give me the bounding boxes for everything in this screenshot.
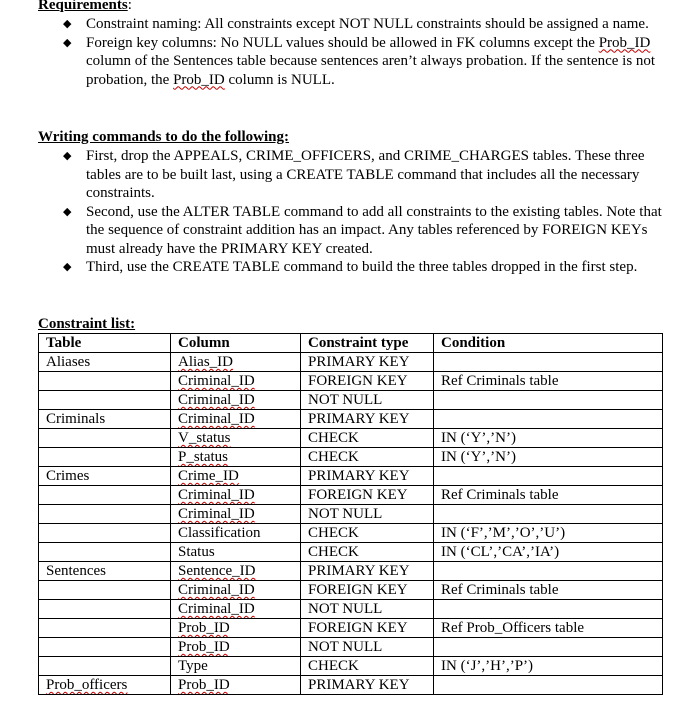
requirement-text: Foreign key columns: No NULL values should be allowed in FK columns except the: [86, 34, 599, 51]
table-header-row: [39, 334, 663, 353]
cell-constraint-type-text: FOREIGN KEY: [308, 582, 408, 598]
table-row: [39, 638, 663, 657]
cell-column-text: P_status: [178, 449, 229, 465]
cell-condition: [434, 657, 663, 676]
cell-condition: [434, 543, 663, 562]
diamond-bullet-icon: ◆: [63, 18, 72, 30]
table-row: [39, 467, 663, 486]
cell-table: [39, 657, 171, 676]
cell-column-text: Alias_ID: [178, 354, 233, 370]
constraint-list-title: Constraint list:: [38, 316, 136, 332]
cell-column-text: Classification: [178, 525, 261, 541]
cell-constraint-type-text: NOT NULL: [308, 506, 383, 522]
header-condition: Condition: [434, 334, 663, 353]
cell-column: [171, 372, 301, 391]
cell-condition: [434, 600, 663, 619]
cell-column-text: Type: [178, 658, 208, 674]
cell-condition-text: IN (‘CL’,’CA’,’IA’): [441, 544, 560, 560]
cell-constraint-type-text: CHECK: [308, 658, 359, 674]
requirement-text: Prob_ID: [173, 71, 225, 88]
cell-condition-text: IN (‘Y’,’N’): [441, 430, 516, 446]
cell-column-text: Prob_ID: [178, 677, 230, 693]
cell-table: [39, 524, 171, 543]
cell-constraint-type: [301, 581, 434, 600]
cell-condition-text: Ref Criminals table: [441, 582, 559, 598]
cell-column-text: Criminal_ID: [178, 487, 255, 503]
cell-table: [39, 600, 171, 619]
cell-column-text: Prob_ID: [178, 639, 230, 655]
cell-table-text: Criminals: [46, 411, 106, 427]
cell-constraint-type: [301, 619, 434, 638]
diamond-bullet-icon: ◆: [63, 261, 72, 273]
cell-table: [39, 562, 171, 581]
cell-constraint-type: [301, 353, 434, 372]
requirements-title: [38, 0, 132, 15]
table-row: [39, 505, 663, 524]
requirement-text: column of the Sentences table because sentences aren’t always probation. If the sentence is not probation, the: [86, 53, 656, 88]
cell-condition: [434, 353, 663, 372]
cell-constraint-type: [301, 448, 434, 467]
cell-column: [171, 467, 301, 486]
cell-table: [39, 410, 171, 429]
cell-constraint-type: [301, 410, 434, 429]
cell-column-text: Criminal_ID: [178, 506, 255, 522]
list-item: [0, 34, 692, 90]
cell-table: [39, 505, 171, 524]
cell-column: [171, 505, 301, 524]
cell-constraint-type: [301, 543, 434, 562]
cell-column: [171, 619, 301, 638]
cell-table-text: Sentences: [46, 563, 106, 579]
cell-constraint-type-text: PRIMARY KEY: [308, 354, 410, 370]
requirement-text: Prob_ID: [598, 34, 651, 51]
list-item: [0, 203, 692, 259]
cell-constraint-type-text: NOT NULL: [308, 392, 383, 408]
diamond-bullet-icon: ◆: [63, 36, 72, 49]
cell-column-text: V_status: [178, 430, 231, 446]
cell-condition: [434, 486, 663, 505]
cell-condition-text: IN (‘J’,’H’,’P’): [441, 658, 534, 674]
cell-condition-text: IN (‘Y’,’N’): [441, 449, 516, 465]
cell-constraint-type: [301, 562, 434, 581]
cell-column: [171, 486, 301, 505]
cell-constraint-type-text: CHECK: [308, 525, 359, 541]
list-item: [0, 15, 692, 34]
cell-table-text: Prob_officers: [46, 677, 128, 693]
cell-column-text: Criminal_ID: [178, 373, 255, 389]
table-row: [39, 543, 663, 562]
cell-column: [171, 638, 301, 657]
table-row: [39, 600, 663, 619]
cell-column: [171, 562, 301, 581]
list-item: [0, 258, 692, 277]
cell-condition: [434, 562, 663, 581]
cell-table-text: Crimes: [46, 468, 90, 484]
cell-column-text: Status: [178, 544, 215, 560]
command-text: First, drop the APPEALS, CRIME_OFFICERS, and CRIME_CHARGES tables. These three tables are to be built last, using a CREATE TABLE command that includes all the necessary constraints.: [86, 148, 645, 201]
table-row: [39, 524, 663, 543]
cell-table: [39, 467, 171, 486]
cell-column: [171, 448, 301, 467]
cell-constraint-type-text: NOT NULL: [308, 601, 383, 617]
commands-title: Writing commands to do the following:: [38, 129, 289, 145]
cell-condition: [434, 581, 663, 600]
cell-constraint-type: [301, 486, 434, 505]
cell-condition: [434, 391, 663, 410]
cell-constraint-type: [301, 657, 434, 676]
cell-table: [39, 619, 171, 638]
cell-condition-text: IN (‘F’,’M’,’O’,’U’): [441, 525, 566, 541]
cell-table: [39, 543, 171, 562]
diamond-bullet-icon: ◆: [63, 205, 72, 218]
cell-constraint-type: [301, 524, 434, 543]
cell-condition: [434, 410, 663, 429]
cell-constraint-type: [301, 505, 434, 524]
table-row: [39, 619, 663, 638]
cell-column: [171, 581, 301, 600]
header-table: Table: [39, 334, 171, 353]
command-text: Second, use the ALTER TABLE command to add all constraints to the existing tables. Note that the sequence of constraint addition has an impact. Any tables referenced by FOREIGN KEYs must already have the PRIMARY KEY created.: [86, 203, 662, 257]
cell-condition: [434, 448, 663, 467]
cell-column: [171, 600, 301, 619]
table-row: [39, 581, 663, 600]
table-row: [39, 372, 663, 391]
cell-condition: [434, 638, 663, 657]
table-row: [39, 676, 663, 695]
table-body: [39, 353, 663, 695]
cell-condition-text: Ref Prob_Officers table: [441, 620, 585, 636]
cell-condition: [434, 676, 663, 695]
cell-column-text: Criminal_ID: [178, 392, 255, 408]
cell-table: [39, 581, 171, 600]
cell-table: [39, 486, 171, 505]
cell-column-text: Prob_ID: [178, 620, 230, 636]
cell-column-text: Criminal_ID: [178, 601, 255, 617]
commands-list: [0, 147, 692, 277]
cell-constraint-type-text: FOREIGN KEY: [308, 373, 408, 389]
table-row: [39, 391, 663, 410]
cell-column-text: Criminal_ID: [178, 582, 255, 598]
cell-constraint-type-text: PRIMARY KEY: [308, 677, 410, 693]
cell-constraint-type: [301, 429, 434, 448]
constraint-table: [38, 333, 663, 695]
cell-constraint-type-text: CHECK: [308, 430, 359, 446]
table-row: [39, 410, 663, 429]
cell-table: [39, 391, 171, 410]
table-row: [39, 448, 663, 467]
cell-constraint-type: [301, 467, 434, 486]
cell-column: [171, 676, 301, 695]
requirement-text: column is NULL.: [224, 71, 335, 88]
cell-condition-text: Ref Criminals table: [441, 373, 559, 389]
command-text: Third, use the CREATE TABLE command to build the three tables dropped in the first step.: [86, 259, 638, 275]
requirement-text: Constraint naming: All constraints except NOT NULL constraints should be assigned a name.: [86, 16, 649, 32]
cell-constraint-type-text: PRIMARY KEY: [308, 411, 410, 427]
cell-condition: [434, 429, 663, 448]
cell-constraint-type: [301, 676, 434, 695]
cell-table: [39, 638, 171, 657]
cell-condition: [434, 524, 663, 543]
list-item: [0, 147, 692, 203]
cell-column: [171, 524, 301, 543]
cell-table: [39, 448, 171, 467]
cell-column: [171, 429, 301, 448]
table-row: [39, 486, 663, 505]
cell-table: [39, 372, 171, 391]
table-row: [39, 429, 663, 448]
cell-column: [171, 410, 301, 429]
cell-constraint-type: [301, 372, 434, 391]
cell-condition: [434, 372, 663, 391]
cell-constraint-type: [301, 638, 434, 657]
header-constraint-type: Constraint type: [301, 334, 434, 353]
cell-column: [171, 391, 301, 410]
cell-table: [39, 429, 171, 448]
cell-constraint-type: [301, 391, 434, 410]
cell-condition-text: Ref Criminals table: [441, 487, 559, 503]
cell-constraint-type-text: FOREIGN KEY: [308, 487, 408, 503]
cell-constraint-type-text: PRIMARY KEY: [308, 468, 410, 484]
table-row: [39, 353, 663, 372]
table-row: [39, 657, 663, 676]
header-column: Column: [171, 334, 301, 353]
cell-column: [171, 543, 301, 562]
cell-constraint-type-text: PRIMARY KEY: [308, 563, 410, 579]
cell-constraint-type-text: FOREIGN KEY: [308, 620, 408, 636]
cell-table: [39, 353, 171, 372]
requirements-colon: :: [127, 0, 132, 13]
cell-column-text: Sentence_ID: [178, 563, 256, 579]
requirements-heading: Requirements: [38, 0, 128, 13]
cell-column-text: Crime_ID: [178, 468, 239, 484]
cell-table-text: Aliases: [46, 354, 91, 370]
cell-condition: [434, 505, 663, 524]
cell-column: [171, 657, 301, 676]
cell-constraint-type-text: NOT NULL: [308, 639, 383, 655]
cell-column: [171, 353, 301, 372]
requirements-list: [0, 15, 692, 89]
cell-constraint-type-text: CHECK: [308, 449, 359, 465]
cell-table: [39, 676, 171, 695]
cell-constraint-type-text: CHECK: [308, 544, 359, 560]
cell-condition: [434, 467, 663, 486]
cell-condition: [434, 619, 663, 638]
cell-column-text: Criminal_ID: [178, 411, 255, 427]
table-row: [39, 562, 663, 581]
cell-constraint-type: [301, 600, 434, 619]
diamond-bullet-icon: ◆: [63, 150, 72, 162]
